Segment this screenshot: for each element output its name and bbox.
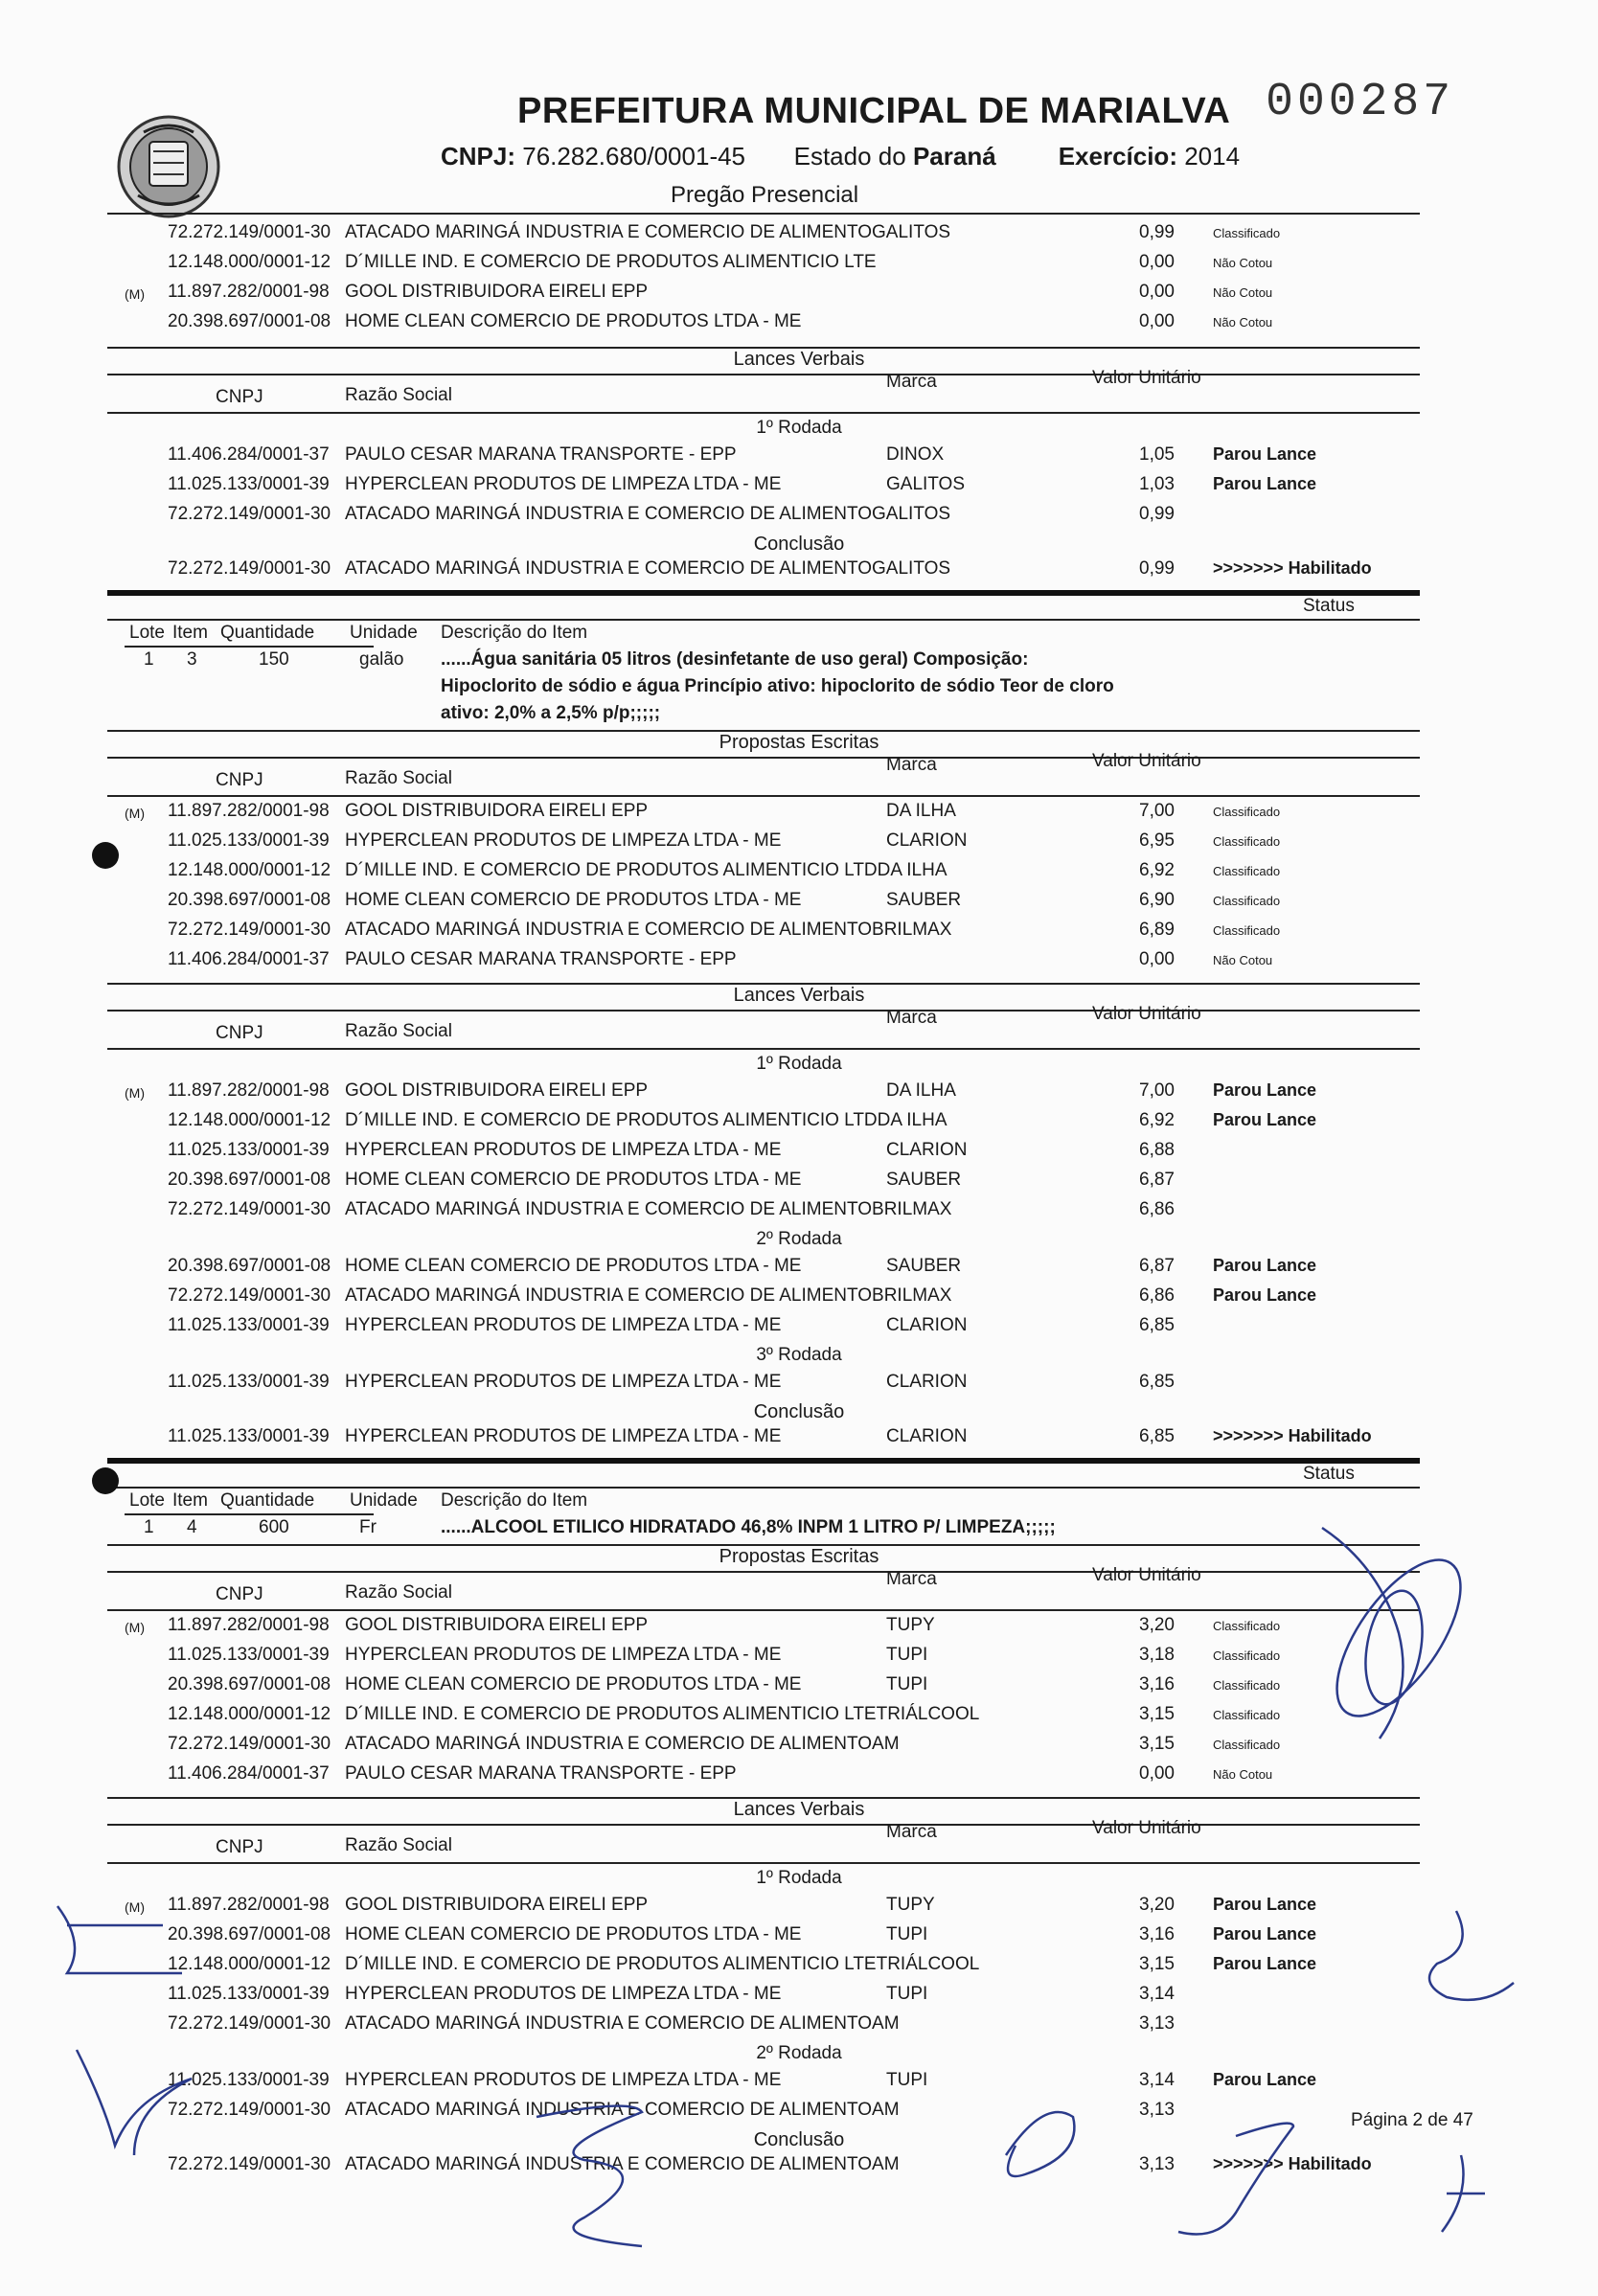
cnpj-cell: 11.406.284/0001-37 [168,444,330,465]
cnpj-cell: 12.148.000/0001-12 [168,252,331,272]
col-cnpj-header: CNPJ [216,1584,263,1604]
cnpj-cell: 72.272.149/0001-30 [168,1734,331,1754]
exercicio-label: Exercício: [1058,142,1177,170]
valor-cell: 0,00 [1139,949,1175,969]
status-cell: Parou Lance [1213,1954,1317,1973]
col-razao-header: Razão Social [345,1582,452,1603]
cnpj-cell: 72.272.149/0001-30 [168,2100,331,2120]
col-cnpj-header: CNPJ [216,387,263,407]
razao-social-cell: ATACADO MARINGÁ INDUSTRIA E COMERCIO DE ALIMENTOAM [345,1734,900,1754]
valor-cell: 0,99 [1139,558,1175,579]
exercicio-value: 2014 [1184,142,1241,170]
marca-cell: CLARION [886,1315,968,1335]
col-marca-header: Marca [886,755,937,775]
valor-cell: 3,13 [1139,2013,1175,2034]
status-cell: Classificado [1213,894,1281,908]
page-title: PREFEITURA MUNICIPAL DE MARIALVA [517,91,1231,131]
descricao-header: Descrição do Item [441,1490,588,1511]
rodada-label: 1º Rodada [756,1054,842,1074]
razao-social-cell: D´MILLE IND. E COMERCIO DE PRODUTOS ALIMENTICIO LTE [345,252,877,272]
estado-value: Paraná [912,142,996,170]
modalidade: Pregão Presencial [671,182,859,208]
razao-social-cell: GOOL DISTRIBUIDORA EIRELI EPP [345,1895,649,1915]
cnpj-cell: 20.398.697/0001-08 [168,1924,331,1944]
razao-social-cell: GOOL DISTRIBUIDORA EIRELI EPP [345,282,649,302]
valor-cell: 3,15 [1139,1734,1175,1754]
status-cell: >>>>>>> Habilitado [1213,1426,1372,1445]
lances-verbais-title: Lances Verbais [733,1799,865,1820]
razao-social-cell: HOME CLEAN COMERCIO DE PRODUTOS LTDA - ME [345,890,802,910]
descricao-line: Hipoclorito de sódio e água Princípio ativo: hipoclorito de sódio Teor de cloro [441,676,1114,696]
razao-social-cell: PAULO CESAR MARANA TRANSPORTE - EPP [345,444,737,465]
lead-marker: (M) [125,286,145,302]
marca-cell: TUPY [886,1615,935,1635]
quantidade-value: 150 [259,649,289,670]
cnpj-cell: 11.897.282/0001-98 [168,1895,330,1915]
valor-cell: 6,90 [1139,890,1175,910]
unidade-value: galão [359,649,404,670]
rodada-label: 1º Rodada [756,418,842,438]
status-cell: >>>>>>> Habilitado [1213,2154,1372,2173]
status-cell: Classificado [1213,1678,1281,1693]
status-header: Status [1303,596,1355,616]
status-cell: Parou Lance [1213,1110,1317,1129]
cnpj-cell: 12.148.000/0001-12 [168,1704,331,1724]
razao-social-cell: PAULO CESAR MARANA TRANSPORTE - EPP [345,949,737,969]
marca-cell: TUPI [886,1924,928,1944]
marca-cell: TUPI [886,1674,928,1694]
quantidade-value: 600 [259,1517,289,1537]
rodada-label: 3º Rodada [756,1345,842,1365]
razao-social-cell: D´MILLE IND. E COMERCIO DE PRODUTOS ALIMENTICIO LTDDA ILHA [345,1110,947,1130]
valor-cell: 6,87 [1139,1170,1175,1190]
valor-cell: 3,15 [1139,1704,1175,1724]
propostas-escritas-title: Propostas Escritas [719,732,879,753]
razao-social-cell: ATACADO MARINGÁ INDUSTRIA E COMERCIO DE ALIMENTOBRILMAX [345,1199,952,1219]
status-cell: Parou Lance [1213,1895,1317,1914]
lead-marker: (M) [125,1620,145,1635]
lances-verbais-title: Lances Verbais [733,985,865,1006]
col-valor-header: Valor Unitário [1092,751,1201,771]
valor-cell: 1,05 [1139,444,1175,465]
razao-social-cell: ATACADO MARINGÁ INDUSTRIA E COMERCIO DE ALIMENTOAM [345,2154,900,2174]
item-value: 3 [187,649,197,670]
razao-social-cell: ATACADO MARINGÁ INDUSTRIA E COMERCIO DE ALIMENTOGALITOS [345,222,951,242]
marca-cell: SAUBER [886,1170,962,1190]
item-header: Item [172,623,208,643]
valor-cell: 6,92 [1139,1110,1175,1130]
valor-cell: 0,00 [1139,311,1175,331]
cnpj-value: 76.282.680/0001-45 [522,142,746,170]
rodada-label: 2º Rodada [756,2043,842,2063]
razao-social-cell: GOOL DISTRIBUIDORA EIRELI EPP [345,801,649,821]
status-cell: Classificado [1213,1648,1281,1663]
col-marca-header: Marca [886,1569,937,1589]
cnpj-cell: 20.398.697/0001-08 [168,1256,331,1276]
lote-header: Lote [129,623,165,643]
valor-cell: 6,88 [1139,1140,1175,1160]
razao-social-cell: HYPERCLEAN PRODUTOS DE LIMPEZA LTDA - ME [345,1140,782,1160]
valor-cell: 7,00 [1139,801,1175,821]
valor-cell: 6,95 [1139,830,1175,851]
razao-social-cell: HYPERCLEAN PRODUTOS DE LIMPEZA LTDA - ME [345,1372,782,1392]
cnpj-cell: 72.272.149/0001-30 [168,558,331,579]
razao-social-cell: ATACADO MARINGÁ INDUSTRIA E COMERCIO DE ALIMENTOBRILMAX [345,1285,952,1306]
cnpj-cell: 11.025.133/0001-39 [168,830,330,851]
cnpj-cell: 11.025.133/0001-39 [168,1984,330,2004]
valor-cell: 6,92 [1139,860,1175,880]
razao-social-cell: HYPERCLEAN PRODUTOS DE LIMPEZA LTDA - ME [345,830,782,851]
descricao-header: Descrição do Item [441,623,588,643]
marca-cell: SAUBER [886,1256,962,1276]
razao-social-cell: ATACADO MARINGÁ INDUSTRIA E COMERCIO DE ALIMENTOAM [345,2013,900,2034]
cnpj-cell: 20.398.697/0001-08 [168,1170,331,1190]
valor-cell: 6,85 [1139,1315,1175,1335]
status-header: Status [1303,1464,1355,1484]
marca-cell: DINOX [886,444,945,465]
status-cell: Classificado [1213,1708,1281,1722]
estado-label: Estado do [793,142,906,170]
valor-cell: 3,16 [1139,1924,1175,1944]
descricao-line: ......Água sanitária 05 litros (desinfetante de uso geral) Composição: [441,649,1029,670]
col-valor-header: Valor Unitário [1092,1565,1201,1585]
cnpj-cell: 72.272.149/0001-30 [168,920,331,940]
razao-social-cell: PAULO CESAR MARANA TRANSPORTE - EPP [345,1763,737,1784]
col-marca-header: Marca [886,372,937,392]
status-cell: Não Cotou [1213,1767,1273,1782]
valor-cell: 3,16 [1139,1674,1175,1694]
razao-social-cell: D´MILLE IND. E COMERCIO DE PRODUTOS ALIMENTICIO LTETRIÁLCOOL [345,1704,980,1724]
cnpj-cell: 12.148.000/0001-12 [168,1954,331,1974]
razao-social-cell: HOME CLEAN COMERCIO DE PRODUTOS LTDA - ME [345,1924,802,1944]
item-value: 4 [187,1517,197,1537]
cnpj-cell: 20.398.697/0001-08 [168,311,331,331]
valor-cell: 0,99 [1139,222,1175,242]
lead-marker: (M) [125,1899,145,1915]
razao-social-cell: HYPERCLEAN PRODUTOS DE LIMPEZA LTDA - ME [345,1426,782,1446]
valor-cell: 3,15 [1139,1954,1175,1974]
valor-cell: 0,00 [1139,1763,1175,1784]
quantidade-header: Quantidade [220,623,315,643]
status-cell: >>>>>>> Habilitado [1213,558,1372,578]
marca-cell: TUPI [886,1984,928,2004]
razao-social-cell: HYPERCLEAN PRODUTOS DE LIMPEZA LTDA - ME [345,1984,782,2004]
cnpj-cell: 11.897.282/0001-98 [168,1615,330,1635]
razao-social-cell: HOME CLEAN COMERCIO DE PRODUTOS LTDA - ME [345,1170,802,1190]
razao-social-cell: GOOL DISTRIBUIDORA EIRELI EPP [345,1080,649,1101]
valor-cell: 6,85 [1139,1426,1175,1446]
cnpj-cell: 72.272.149/0001-30 [168,2154,331,2174]
cnpj-cell: 11.025.133/0001-39 [168,1426,330,1446]
valor-cell: 3,14 [1139,1984,1175,2004]
status-cell: Classificado [1213,864,1281,878]
valor-cell: 3,20 [1139,1895,1175,1915]
status-cell: Não Cotou [1213,315,1273,330]
razao-social-cell: HOME CLEAN COMERCIO DE PRODUTOS LTDA - ME [345,311,802,331]
unidade-header: Unidade [350,1490,418,1511]
status-cell: Parou Lance [1213,474,1317,493]
col-valor-header: Valor Unitário [1092,1004,1201,1024]
col-razao-header: Razão Social [345,1835,452,1855]
conclusao-label: Conclusão [753,534,845,555]
col-valor-header: Valor Unitário [1092,368,1201,388]
conclusao-label: Conclusão [753,1401,845,1422]
cnpj-cell: 72.272.149/0001-30 [168,504,331,524]
unidade-header: Unidade [350,623,418,643]
col-razao-header: Razão Social [345,385,452,405]
marca-cell: CLARION [886,1140,968,1160]
valor-cell: 6,87 [1139,1256,1175,1276]
valor-cell: 3,13 [1139,2154,1175,2174]
marca-cell: TUPI [886,2070,928,2090]
cnpj-cell: 11.025.133/0001-39 [168,1372,330,1392]
status-cell: Classificado [1213,226,1281,240]
razao-social-cell: HYPERCLEAN PRODUTOS DE LIMPEZA LTDA - ME [345,1315,782,1335]
marca-cell: TUPI [886,1645,928,1665]
status-cell: Parou Lance [1213,1256,1317,1275]
valor-cell: 7,00 [1139,1080,1175,1101]
lead-marker: (M) [125,1085,145,1101]
marca-cell: CLARION [886,830,968,851]
col-valor-header: Valor Unitário [1092,1818,1201,1838]
razao-social-cell: HOME CLEAN COMERCIO DE PRODUTOS LTDA - ME [345,1256,802,1276]
valor-cell: 0,99 [1139,504,1175,524]
cnpj-cell: 11.897.282/0001-98 [168,282,330,302]
page-stamp-number: 000287 [1266,77,1454,128]
status-cell: Não Cotou [1213,953,1273,967]
marca-cell: CLARION [886,1372,968,1392]
valor-cell: 6,85 [1139,1372,1175,1392]
valor-cell: 0,00 [1139,252,1175,272]
cnpj-cell: 11.025.133/0001-39 [168,2070,330,2090]
col-razao-header: Razão Social [345,1021,452,1041]
cnpj-cell: 12.148.000/0001-12 [168,1110,331,1130]
razao-social-cell: ATACADO MARINGÁ INDUSTRIA E COMERCIO DE ALIMENTOGALITOS [345,558,951,579]
cnpj-cell: 72.272.149/0001-30 [168,222,331,242]
col-cnpj-header: CNPJ [216,770,263,790]
razao-social-cell: HOME CLEAN COMERCIO DE PRODUTOS LTDA - ME [345,1674,802,1694]
marca-cell: CLARION [886,1426,968,1446]
cnpj-cell: 11.897.282/0001-98 [168,801,330,821]
valor-cell: 1,03 [1139,474,1175,494]
valor-cell: 3,18 [1139,1645,1175,1665]
valor-cell: 3,14 [1139,2070,1175,2090]
valor-cell: 0,00 [1139,282,1175,302]
status-cell: Não Cotou [1213,256,1273,270]
cnpj-label: CNPJ: [441,142,516,170]
descricao-line: ativo: 2,0% a 2,5% p/p;;;;; [441,703,661,723]
col-cnpj-header: CNPJ [216,1023,263,1043]
lote-header: Lote [129,1490,165,1511]
marca-cell: DA ILHA [886,801,956,821]
cnpj-cell: 20.398.697/0001-08 [168,1674,331,1694]
col-cnpj-header: CNPJ [216,1837,263,1857]
razao-social-cell: ATACADO MARINGÁ INDUSTRIA E COMERCIO DE ALIMENTOGALITOS [345,504,951,524]
rodada-label: 1º Rodada [756,1868,842,1888]
cnpj-cell: 11.025.133/0001-39 [168,1140,330,1160]
razao-social-cell: HYPERCLEAN PRODUTOS DE LIMPEZA LTDA - ME [345,474,782,494]
status-cell: Parou Lance [1213,444,1317,464]
cnpj-cell: 72.272.149/0001-30 [168,2013,331,2034]
cnpj-cell: 12.148.000/0001-12 [168,860,331,880]
col-razao-header: Razão Social [345,768,452,788]
status-cell: Parou Lance [1213,1924,1317,1944]
status-cell: Parou Lance [1213,1285,1317,1305]
cnpj-cell: 11.025.133/0001-39 [168,1315,330,1335]
razao-social-cell: ATACADO MARINGÁ INDUSTRIA E COMERCIO DE ALIMENTOAM [345,2100,900,2120]
cnpj-cell: 72.272.149/0001-30 [168,1285,331,1306]
col-marca-header: Marca [886,1008,937,1028]
conclusao-label: Conclusão [753,2129,845,2150]
quantidade-header: Quantidade [220,1490,315,1511]
status-cell: Classificado [1213,1738,1281,1752]
valor-cell: 3,20 [1139,1615,1175,1635]
status-cell: Parou Lance [1213,1080,1317,1100]
razao-social-cell: D´MILLE IND. E COMERCIO DE PRODUTOS ALIMENTICIO LTDDA ILHA [345,860,947,880]
cnpj-cell: 11.406.284/0001-37 [168,949,330,969]
valor-cell: 6,86 [1139,1285,1175,1306]
item-header: Item [172,1490,208,1511]
status-cell: Classificado [1213,805,1281,819]
status-cell: Parou Lance [1213,2070,1317,2089]
status-cell: Classificado [1213,923,1281,938]
lances-verbais-title: Lances Verbais [733,349,865,370]
rodada-label: 2º Rodada [756,1229,842,1249]
cnpj-cell: 72.272.149/0001-30 [168,1199,331,1219]
lead-marker: (M) [125,806,145,821]
valor-cell: 6,89 [1139,920,1175,940]
page-number: Página 2 de 47 [1351,2110,1473,2130]
valor-cell: 6,86 [1139,1199,1175,1219]
cnpj-cell: 11.406.284/0001-37 [168,1763,330,1784]
marca-cell: GALITOS [886,474,966,494]
propostas-escritas-title: Propostas Escritas [719,1546,879,1567]
status-cell: Classificado [1213,834,1281,849]
razao-social-cell: HYPERCLEAN PRODUTOS DE LIMPEZA LTDA - ME [345,2070,782,2090]
marca-cell: DA ILHA [886,1080,956,1101]
cnpj-cell: 20.398.697/0001-08 [168,890,331,910]
valor-cell: 3,13 [1139,2100,1175,2120]
descricao-line: ......ALCOOL ETILICO HIDRATADO 46,8% INPM 1 LITRO P/ LIMPEZA;;;;; [441,1517,1056,1537]
razao-social-cell: HYPERCLEAN PRODUTOS DE LIMPEZA LTDA - ME [345,1645,782,1665]
cnpj-cell: 11.025.133/0001-39 [168,1645,330,1665]
lote-value: 1 [144,649,154,670]
col-marca-header: Marca [886,1822,937,1842]
status-cell: Classificado [1213,1619,1281,1633]
status-cell: Não Cotou [1213,285,1273,300]
razao-social-cell: GOOL DISTRIBUIDORA EIRELI EPP [345,1615,649,1635]
lote-value: 1 [144,1517,154,1537]
marca-cell: TUPY [886,1895,935,1915]
marca-cell: SAUBER [886,890,962,910]
razao-social-cell: ATACADO MARINGÁ INDUSTRIA E COMERCIO DE ALIMENTOBRILMAX [345,920,952,940]
cnpj-cell: 11.897.282/0001-98 [168,1080,330,1101]
cnpj-cell: 11.025.133/0001-39 [168,474,330,494]
unidade-value: Fr [359,1517,377,1537]
razao-social-cell: D´MILLE IND. E COMERCIO DE PRODUTOS ALIMENTICIO LTETRIÁLCOOL [345,1954,980,1974]
